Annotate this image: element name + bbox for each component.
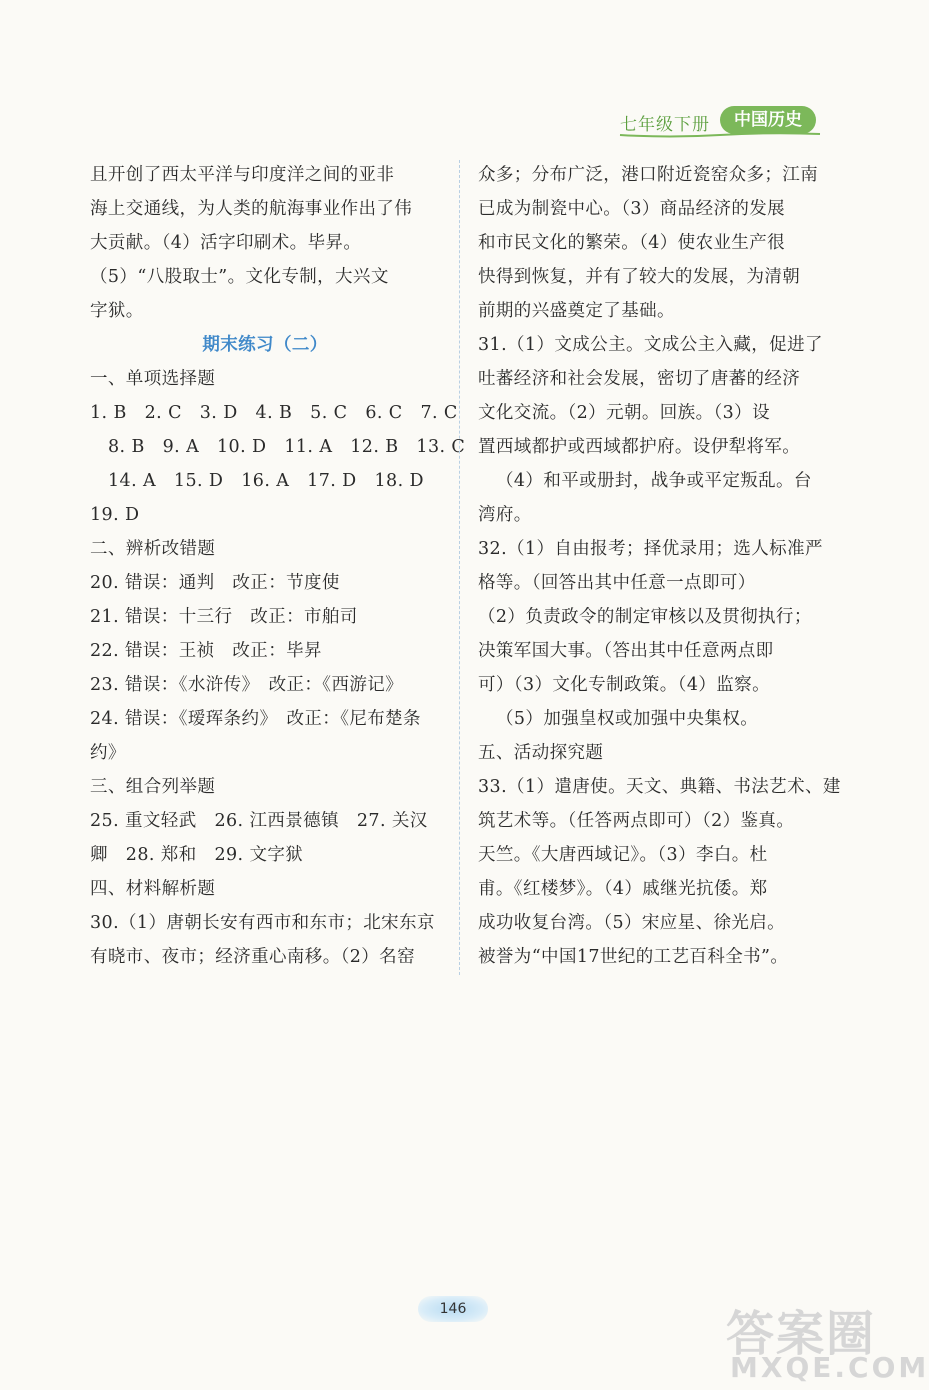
answer-line: 19. D — [90, 505, 140, 525]
text-line: （4）和平或册封，战争或平定叛乱。台 — [496, 471, 812, 491]
text-line: 大贡献。（4）活字印刷术。毕昇。 — [90, 233, 362, 253]
answer-line: 31.（1）文成公主。文成公主入藏，促进了 — [478, 335, 823, 355]
section-heading: 四、材料解析题 — [90, 879, 216, 899]
text-line: 筑艺术等。（任答两点即可）（2）鉴真。 — [478, 811, 795, 831]
section-heading: 三、组合列举题 — [90, 777, 216, 797]
text-line: 成功收复台湾。（5）宋应星、徐光启。 — [478, 913, 786, 933]
text-line: 可）（3）文化专制政策。（4）监察。 — [478, 675, 770, 695]
answer-line: 30.（1）唐朝长安有西市和东市；北宋东京 — [90, 913, 435, 933]
text-line: 被誉为“中国17世纪的工艺百科全书”。 — [478, 947, 789, 967]
text-line: 已成为制瓷中心。（3）商品经济的发展 — [478, 199, 786, 219]
text-line: 决策军国大事。（答出其中任意两点即 — [478, 641, 774, 661]
answer-line: 24. 错误：《瑷珲条约》 改正：《尼布楚条 — [90, 709, 421, 729]
text-line: （5）加强皇权或加强中央集权。 — [496, 709, 759, 729]
left-column — [90, 158, 466, 974]
answer-line: 卿 28. 郑和 29. 文字狱 — [90, 845, 304, 865]
text-line: 置西域都护或西域都护府。设伊犁将军。 — [478, 437, 801, 457]
text-line: 湾府。 — [478, 505, 532, 525]
answer-line: 32.（1）自由报考；择优录用；选人标准严 — [478, 539, 823, 559]
text-line: 格等。（回答出其中任意一点即可） — [478, 573, 756, 593]
watermark — [718, 1295, 929, 1390]
header-grade: 七年级下册 — [620, 115, 710, 135]
watermark-logo: 答案圈 — [726, 1306, 877, 1362]
answer-line: 23. 错误：《水浒传》 改正：《西游记》 — [90, 675, 404, 695]
text-line: 海上交通线，为人类的航海事业作出了伟 — [90, 199, 413, 219]
text-line: 字狱。 — [90, 301, 144, 321]
section-heading: 五、活动探究题 — [478, 743, 604, 763]
header-underline — [620, 132, 820, 138]
answer-line: 1. B 2. C 3. D 4. B 5. C 6. C 7. C — [90, 403, 458, 423]
text-line: 和市民文化的繁荣。（4）使农业生产很 — [478, 233, 786, 253]
header-subject-badge: 中国历史 — [720, 106, 816, 134]
page-header — [612, 104, 822, 140]
answer-line: 有晓市、夜市；经济重心南移。（2）名窑 — [90, 947, 415, 967]
answer-line: 33.（1）遣唐使。天文、典籍、书法艺术、建 — [478, 777, 841, 797]
answer-line: 8. B 9. A 10. D 11. A 12. B 13. C — [108, 437, 466, 457]
text-line: 甫。《红楼梦》。（4）戚继光抗倭。郑 — [478, 879, 768, 899]
text-line: （2）负责政令的制定审核以及贯彻执行； — [478, 607, 812, 627]
text-line: （5）“八股取士”。文化专制，大兴文 — [90, 267, 389, 287]
page-number: 146 — [418, 1296, 488, 1322]
column-divider — [459, 160, 460, 975]
text-line: 且开创了西太平洋与印度洋之间的亚非 — [90, 165, 395, 185]
answer-line: 约》 — [90, 743, 126, 763]
answer-line: 21. 错误：十三行 改正：市舶司 — [90, 607, 358, 627]
section-title: 期末练习（二） — [202, 335, 328, 355]
text-line: 文化交流。（2）元朝。回族。（3）设 — [478, 403, 770, 423]
right-column — [478, 158, 841, 974]
text-line: 前期的兴盛奠定了基础。 — [478, 301, 675, 321]
answer-line: 14. A 15. D 16. A 17. D 18. D — [108, 471, 424, 491]
answer-line: 22. 错误：王祯 改正：毕昇 — [90, 641, 322, 661]
text-line: 快得到恢复，并有了较大的发展，为清朝 — [478, 267, 801, 287]
text-line: 天竺。《大唐西域记》。（3）李白。杜 — [478, 845, 768, 865]
answer-line: 20. 错误：通判 改正：节度使 — [90, 573, 340, 593]
section-heading: 一、单项选择题 — [90, 369, 216, 389]
text-line: 吐蕃经济和社会发展，密切了唐蕃的经济 — [478, 369, 801, 389]
section-heading: 二、辨析改错题 — [90, 539, 216, 559]
text-line: 众多；分布广泛，港口附近瓷窑众多；江南 — [478, 165, 819, 185]
watermark-url: MXQE.COM — [730, 1351, 929, 1384]
answer-line: 25. 重文轻武 26. 江西景德镇 27. 关汉 — [90, 811, 428, 831]
